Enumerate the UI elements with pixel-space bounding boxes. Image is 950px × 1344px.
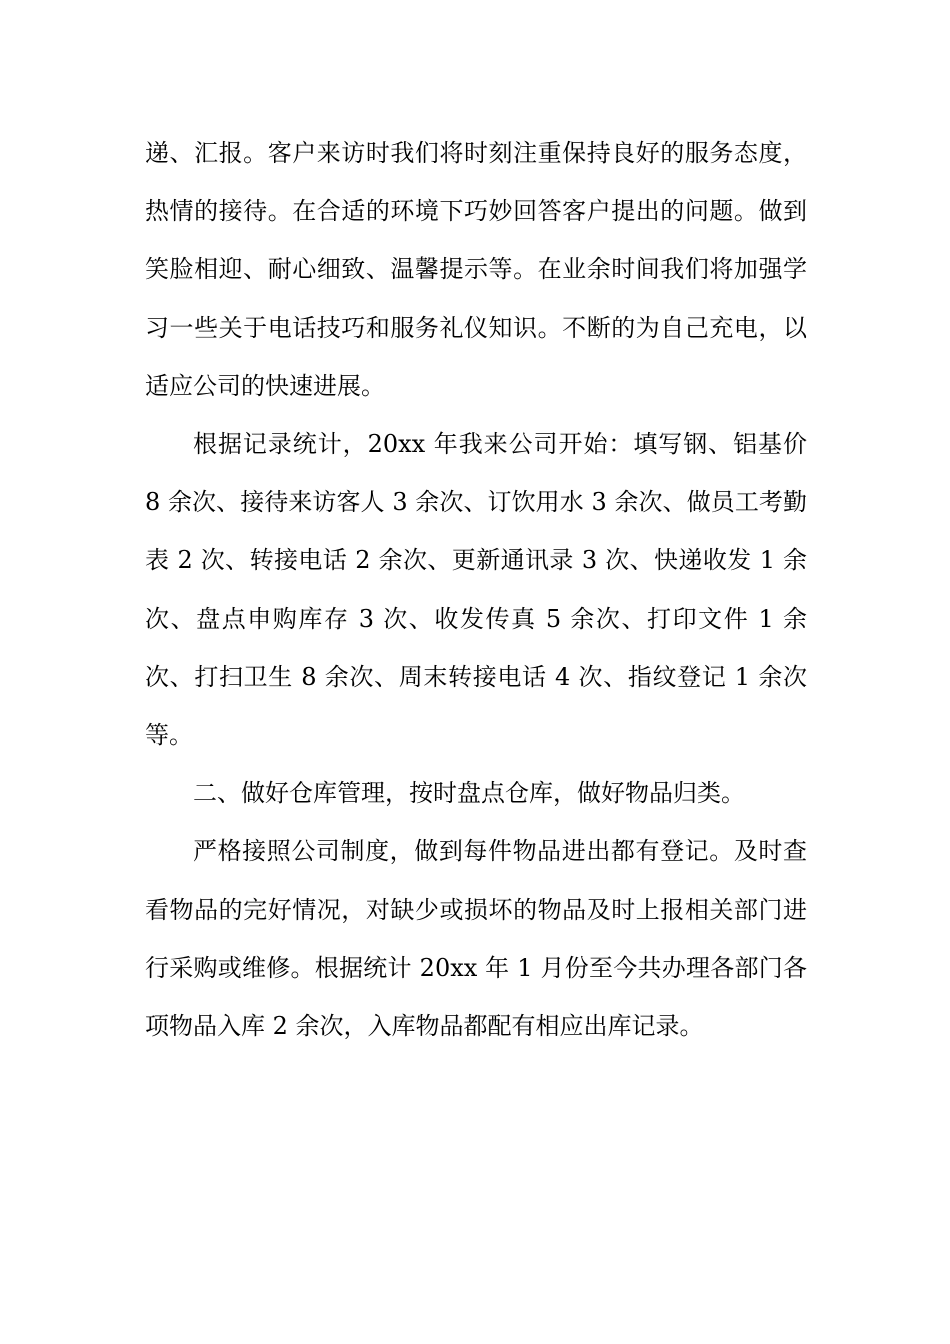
document-body [145,124,807,1055]
paragraph-1: 递、汇报。客户来访时我们将时刻注重保持良好的服务态度，热情的接待。在合适的环境下巧妙回答客户提出的问题。做到笑脸相迎、耐心细致、温馨提示等。在业余时间我们将加强学习一些关于电话技巧和服务礼仪知识。不断的为自己充电，以适应公司的快速进展。 [145,139,807,400]
paragraph-4: 严格接照公司制度，做到每件物品进出都有登记。及时查看物品的完好情况，对缺少或损坏的物品及时上报相关部门进行采购或维修。根据统计 20xx 年 1 月份至今共办理各部门各项物品入库 2 余次，入库物品都配有相应出库记录。 [145,837,807,1041]
paragraph-2: 根据记录统计，20xx 年我来公司开始：填写钢、铝基价 8 余次、接待来访客人 3 余次、订饮用水 3 余次、做员工考勤表 2 次、转接电话 2 余次、更新通讯录 3 次、快递收发 1 余次、盘点申购库存 3 次、收发传真 5 余次、打印文件 1 余次、打扫卫生 8 余次、周末转接电话 4 次、指纹登记 1 余次等。 [145,430,807,750]
paragraph-3-heading: 二、做好仓库管理，按时盘点仓库，做好物品归类。 [193,779,745,808]
